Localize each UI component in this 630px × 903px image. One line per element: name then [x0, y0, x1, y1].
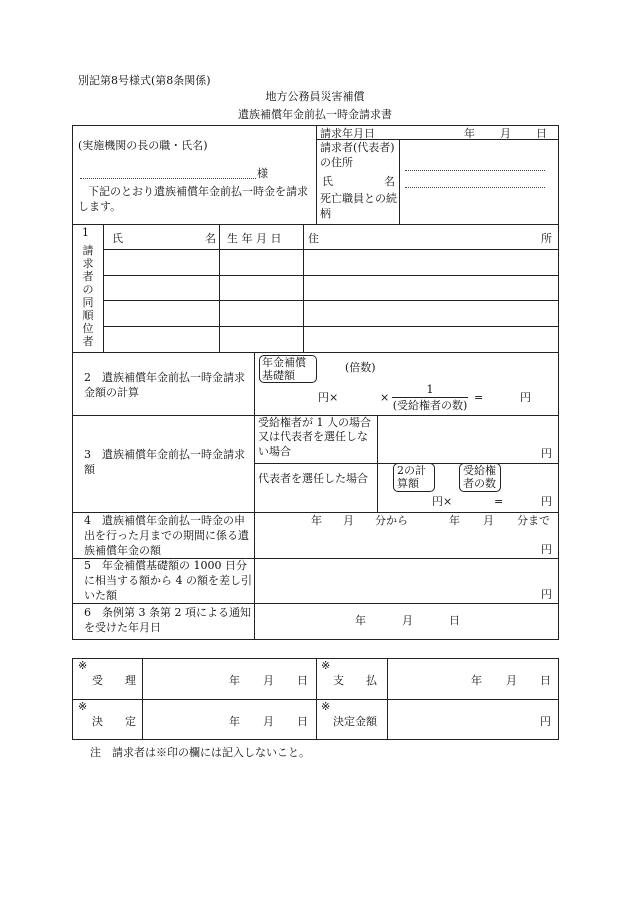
- title-line2: 遺族補償年金前払一時金請求書: [238, 108, 392, 121]
- section1-number: 1: [82, 226, 89, 239]
- sama-label: 様: [257, 167, 268, 180]
- name-line[interactable]: [405, 187, 545, 188]
- section5-yen: 円: [541, 588, 552, 601]
- section3-bracket-b: 受給権者の数: [463, 464, 496, 491]
- decision-mark: ※: [78, 700, 88, 713]
- col-birth: 生 年 月 日: [227, 232, 282, 245]
- receipt-mark: ※: [78, 659, 88, 672]
- request-date-label: 請求年月日: [320, 127, 375, 140]
- payment-label: 支 払: [333, 674, 377, 687]
- section4-from-text: 分から: [375, 514, 408, 527]
- request-day: 日: [536, 127, 547, 140]
- section3-label: 3 遺族補償年金前払一時金請求額: [84, 448, 245, 477]
- section3-case2-yen: 円: [541, 495, 552, 508]
- decision-label: 決 定: [92, 715, 136, 728]
- section4-to-text: 分まで: [517, 514, 550, 527]
- payment-mark: ※: [321, 659, 331, 672]
- section4-yen: 円: [541, 543, 552, 556]
- request-text: 下記のとおり遺族補償年金前払一時金を請求します。: [78, 185, 308, 214]
- section3-bracket-a: 2の計算額: [397, 464, 426, 491]
- section3-case1: 受給権者が 1 人の場合又は代表者を選任しない場合: [258, 416, 371, 458]
- receipt-year: 年: [229, 674, 240, 687]
- section4-to-month: 月: [483, 514, 494, 527]
- request-month: 月: [500, 127, 511, 140]
- section6-label: 6 条例第 3 条第 2 項による通知を受けた年月日: [84, 606, 251, 634]
- payment-year: 年: [471, 674, 482, 687]
- form-id: 別記第8号様式(第8条関係): [78, 74, 211, 87]
- decision-year: 年: [229, 715, 240, 728]
- col-addr-a: 住: [308, 232, 319, 245]
- receipt-month: 月: [263, 674, 274, 687]
- payment-month: 月: [506, 674, 517, 687]
- col-addr-b: 所: [541, 232, 552, 245]
- section3-yen-times: 円×: [432, 495, 453, 508]
- decided-amount-yen: 円: [540, 715, 551, 728]
- section3-case2: 代表者を選任した場合: [258, 472, 368, 485]
- amount-mark: ※: [321, 700, 331, 713]
- section2-label: 2 遺族補償年金前払一時金請求金額の計算: [84, 371, 245, 400]
- section4-to-year: 年: [449, 514, 460, 527]
- recipient-label: (実施機関の長の職・氏名): [78, 139, 208, 152]
- col-name-b: 名: [205, 232, 216, 245]
- section4-label: 4 遺族補償年金前払一時金の申出を行った月までの期間に係る遺族補償年金の額: [84, 514, 249, 557]
- relation-label: 死亡職員との続柄: [320, 192, 397, 220]
- section3-case1-yen: 円: [541, 447, 552, 460]
- section6-month: 月: [402, 614, 413, 627]
- decided-amount-label: 決定金額: [333, 715, 377, 728]
- fraction-bar: [392, 397, 468, 398]
- section2-times-label: (倍数): [345, 361, 376, 374]
- recipient-line[interactable]: [80, 178, 256, 179]
- col-name-a: 氏: [112, 232, 123, 245]
- title-line1: 地方公務員災害補償: [265, 90, 365, 103]
- request-year: 年: [464, 127, 475, 140]
- section4-from-month: 月: [343, 514, 354, 527]
- decision-month: 月: [263, 715, 274, 728]
- section2-yen: 円: [520, 391, 531, 404]
- section2-times: ×: [380, 391, 390, 404]
- receipt-label: 受 理: [92, 674, 136, 687]
- name-label-a: 氏: [322, 175, 333, 188]
- section5-label: 5 年金補償基礎額の 1000 日分に相当する額から 4 の額を差し引いた額: [84, 559, 252, 602]
- name-label-b: 名: [384, 175, 395, 188]
- fraction-denominator: (受給権者の数): [392, 399, 468, 412]
- decision-day: 日: [297, 715, 308, 728]
- receipt-day: 日: [297, 674, 308, 687]
- section3-equals: =: [494, 495, 504, 508]
- payment-day: 日: [540, 674, 551, 687]
- section1-side-label: 請求者の同順位者: [82, 244, 94, 348]
- section4-from-year: 年: [311, 514, 322, 527]
- section6-day: 日: [449, 614, 460, 627]
- section2-yen-times: 円×: [318, 391, 339, 404]
- address-label: 請求者(代表者)の住所: [320, 141, 395, 169]
- section2-bracket-text: 年金補償基礎額: [262, 356, 306, 383]
- address-line[interactable]: [405, 170, 545, 171]
- fraction-numerator: 1: [426, 383, 434, 396]
- footer-note: 注 請求者は※印の欄には記入しないこと。: [90, 746, 310, 759]
- section2-equals: =: [474, 391, 484, 404]
- section6-year: 年: [355, 614, 366, 627]
